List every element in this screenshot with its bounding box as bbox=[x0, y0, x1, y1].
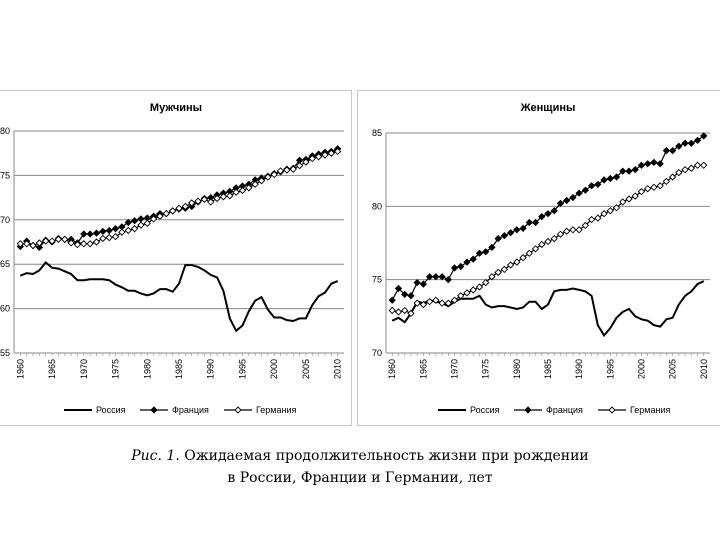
data-point bbox=[81, 241, 87, 247]
x-tick-label: 1970 bbox=[78, 359, 89, 380]
data-point bbox=[106, 227, 112, 233]
data-point bbox=[106, 235, 112, 241]
data-point bbox=[570, 227, 576, 233]
data-point bbox=[389, 297, 395, 303]
chart-men bbox=[0, 91, 352, 427]
y-tick-label: 70 bbox=[371, 348, 382, 358]
data-point bbox=[682, 140, 688, 146]
x-tick-label: 1975 bbox=[110, 359, 121, 380]
y-tick-label: 80 bbox=[0, 126, 10, 136]
data-point bbox=[252, 181, 258, 187]
x-tick-label: 1975 bbox=[480, 359, 491, 380]
data-point bbox=[607, 175, 613, 181]
data-point bbox=[607, 208, 613, 214]
legend-entry: Россия bbox=[96, 405, 126, 415]
x-tick-label: 2005 bbox=[300, 359, 311, 380]
data-point bbox=[132, 226, 138, 232]
caption-line-2: в России, Франции и Германии, лет bbox=[227, 470, 493, 486]
data-point bbox=[695, 162, 701, 168]
series-line-1 bbox=[20, 149, 337, 248]
legend-marker bbox=[235, 407, 241, 413]
data-point bbox=[545, 211, 551, 217]
x-tick-label: 1965 bbox=[418, 359, 429, 380]
x-tick-label: 2010 bbox=[332, 359, 343, 380]
y-tick-label: 65 bbox=[0, 259, 10, 270]
data-point bbox=[170, 208, 176, 214]
figure-caption bbox=[0, 445, 720, 489]
x-tick-label: 1995 bbox=[237, 359, 248, 380]
data-point bbox=[138, 222, 144, 228]
data-point bbox=[402, 307, 408, 313]
data-point bbox=[100, 228, 106, 234]
legend-entry: Германия bbox=[256, 405, 297, 415]
data-point bbox=[645, 186, 651, 192]
data-point bbox=[94, 239, 100, 245]
data-point bbox=[701, 162, 707, 168]
data-point bbox=[564, 197, 570, 203]
data-point bbox=[62, 236, 68, 242]
data-point bbox=[501, 233, 507, 239]
data-point bbox=[545, 239, 551, 245]
data-point bbox=[227, 193, 233, 199]
x-tick-label: 1980 bbox=[142, 359, 153, 380]
data-point bbox=[688, 165, 694, 171]
data-point bbox=[452, 265, 458, 271]
data-point bbox=[508, 230, 514, 236]
y-tick-label: 55 bbox=[0, 348, 10, 358]
data-point bbox=[87, 241, 93, 247]
data-point bbox=[208, 199, 214, 205]
data-point bbox=[688, 140, 694, 146]
data-point bbox=[427, 299, 433, 305]
x-tick-label: 2010 bbox=[698, 359, 709, 380]
data-point bbox=[87, 231, 93, 237]
data-point bbox=[439, 300, 445, 306]
series-line-0 bbox=[392, 281, 704, 335]
chart-women bbox=[358, 91, 720, 427]
data-point bbox=[389, 307, 395, 313]
y-tick-label: 85 bbox=[371, 128, 382, 138]
data-point bbox=[651, 159, 657, 165]
series-line-0 bbox=[20, 262, 337, 330]
data-point bbox=[163, 211, 169, 217]
legend-marker bbox=[151, 407, 157, 413]
y-tick-label: 75 bbox=[371, 274, 382, 285]
data-point bbox=[100, 235, 106, 241]
x-tick-label: 1985 bbox=[543, 359, 553, 380]
data-point bbox=[414, 280, 420, 286]
data-point bbox=[564, 228, 570, 234]
chart-title: Женщины bbox=[520, 102, 576, 114]
x-tick-label: 2000 bbox=[269, 359, 280, 380]
data-point bbox=[132, 218, 138, 224]
legend-marker bbox=[525, 407, 531, 413]
y-tick-label: 70 bbox=[0, 214, 10, 225]
x-tick-label: 1990 bbox=[574, 359, 585, 380]
data-point bbox=[657, 161, 663, 167]
chart-panel-men bbox=[0, 90, 352, 426]
x-tick-label: 2000 bbox=[636, 359, 647, 380]
legend-entry: Франция bbox=[172, 405, 209, 415]
x-tick-label: 1960 bbox=[387, 359, 398, 380]
data-point bbox=[138, 216, 144, 222]
x-tick-label: 1965 bbox=[47, 359, 58, 380]
x-tick-label: 1970 bbox=[449, 359, 460, 380]
data-point bbox=[433, 274, 439, 280]
legend-entry: Франция bbox=[546, 405, 583, 415]
data-point bbox=[645, 161, 651, 167]
data-point bbox=[651, 184, 657, 190]
chart-panel-women bbox=[357, 90, 720, 426]
data-point bbox=[94, 230, 100, 236]
figure-label: Рис. 1. bbox=[131, 448, 180, 464]
data-point bbox=[233, 189, 239, 195]
x-tick-label: 1980 bbox=[511, 359, 522, 380]
data-point bbox=[439, 274, 445, 280]
data-point bbox=[470, 287, 476, 293]
data-point bbox=[514, 227, 520, 233]
legend-entry: Германия bbox=[630, 405, 671, 415]
y-tick-label: 80 bbox=[371, 201, 382, 212]
x-tick-label: 1960 bbox=[15, 359, 26, 380]
data-point bbox=[682, 167, 688, 173]
data-point bbox=[464, 290, 470, 296]
caption-line-1: Ожидаемая продолжительность жизни при рождении bbox=[184, 448, 589, 464]
x-tick-label: 2005 bbox=[667, 359, 678, 380]
data-point bbox=[626, 168, 632, 174]
data-point bbox=[408, 293, 414, 299]
x-tick-label: 1995 bbox=[605, 359, 616, 380]
chart-title: Мужчины bbox=[149, 102, 203, 114]
series-line-2 bbox=[20, 151, 337, 245]
data-point bbox=[626, 196, 632, 202]
data-point bbox=[113, 226, 119, 232]
y-tick-label: 75 bbox=[0, 170, 10, 181]
legend-entry: Россия bbox=[470, 405, 500, 415]
x-tick-label: 1985 bbox=[174, 359, 184, 380]
data-point bbox=[395, 309, 401, 315]
data-point bbox=[125, 227, 131, 233]
legend-marker bbox=[609, 407, 615, 413]
series-line-1 bbox=[392, 136, 704, 300]
data-point bbox=[663, 148, 669, 154]
data-point bbox=[239, 187, 245, 193]
data-point bbox=[445, 277, 451, 283]
x-tick-label: 1990 bbox=[205, 359, 216, 380]
y-tick-label: 60 bbox=[0, 303, 10, 314]
